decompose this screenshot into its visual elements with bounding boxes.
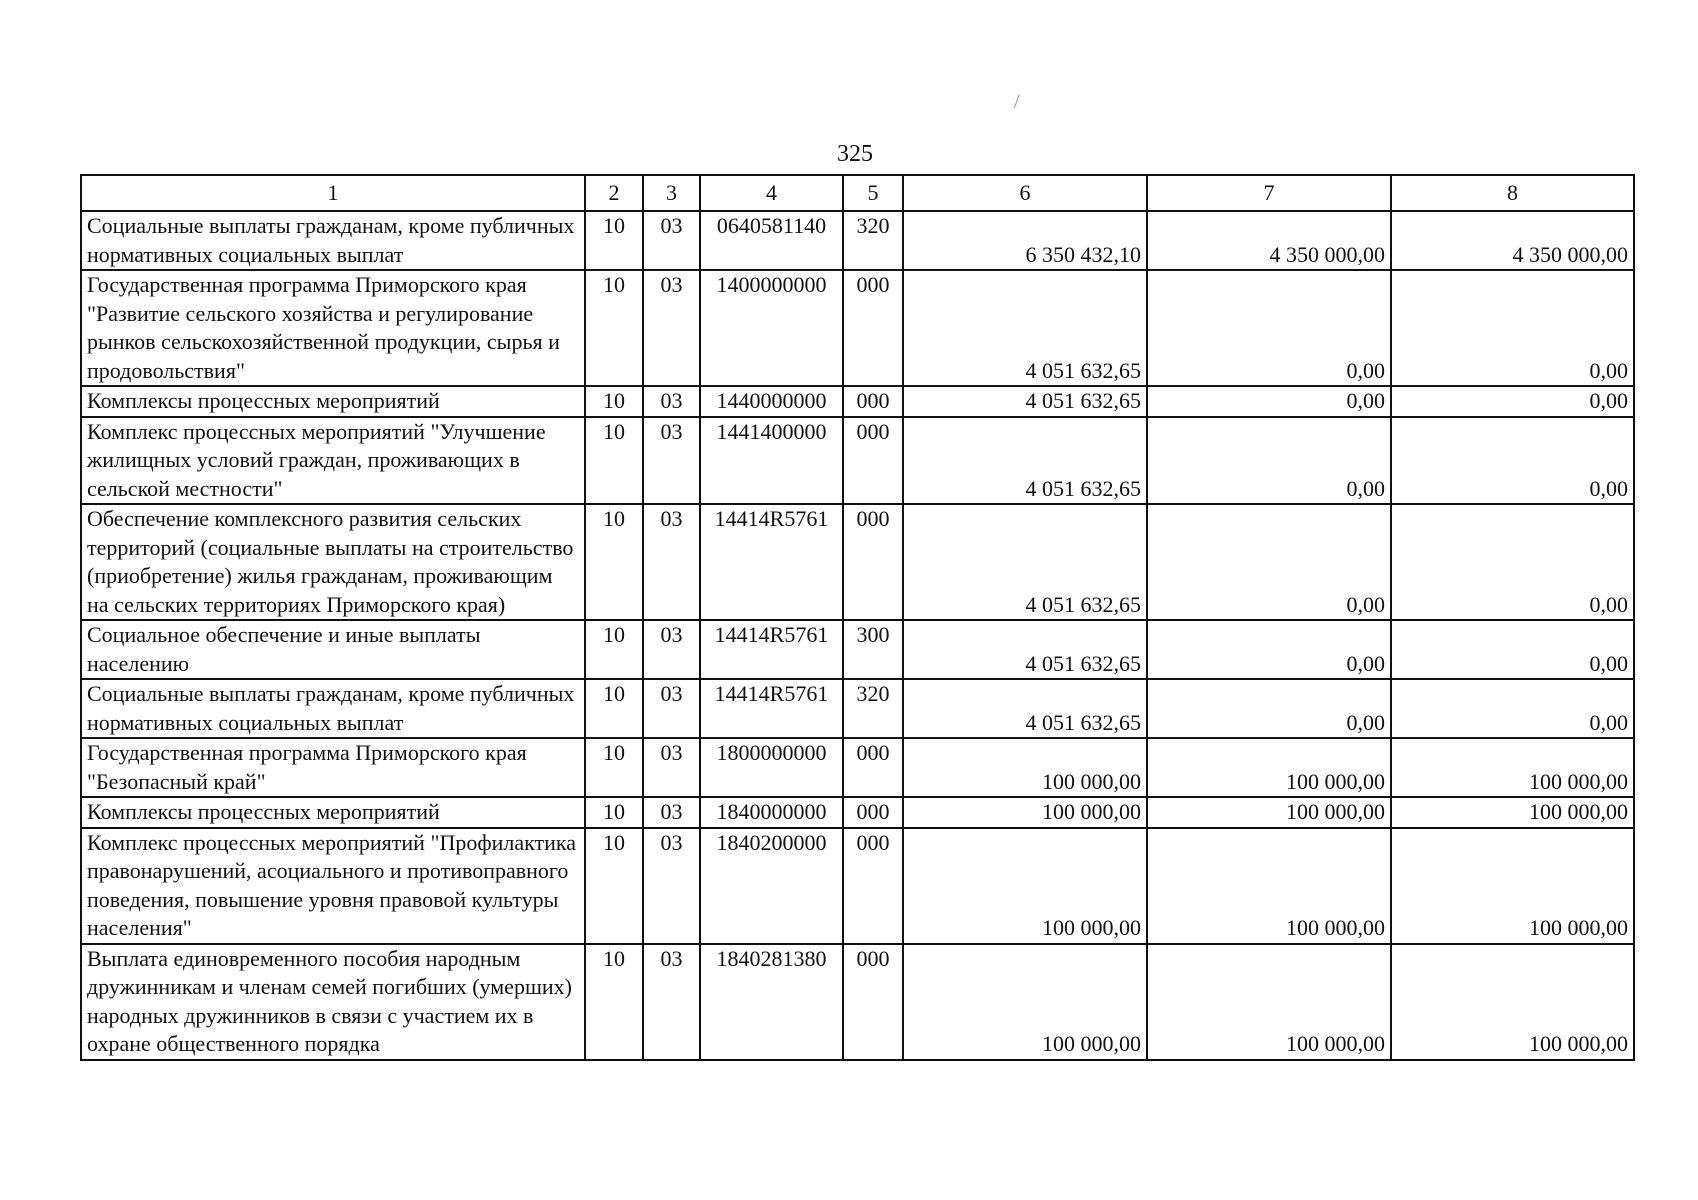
- row-kind-code: 000: [843, 797, 903, 828]
- row-subsection: 03: [643, 504, 700, 620]
- row-amount-6: 100 000,00: [903, 738, 1147, 797]
- row-amount-7: 0,00: [1147, 679, 1391, 738]
- table-row: [81, 797, 1634, 828]
- row-target-code: 1441400000: [700, 417, 843, 505]
- row-amount-6: 100 000,00: [903, 944, 1147, 1060]
- row-subsection: 03: [643, 679, 700, 738]
- table-row: [81, 738, 1634, 797]
- row-name: Социальное обеспечение и иные выплаты населению: [81, 620, 585, 679]
- header-row: [81, 175, 1634, 211]
- row-subsection: 03: [643, 417, 700, 505]
- row-amount-7: 100 000,00: [1147, 944, 1391, 1060]
- row-amount-8: 100 000,00: [1391, 828, 1634, 944]
- row-section: 10: [585, 797, 643, 828]
- row-amount-7: 100 000,00: [1147, 738, 1391, 797]
- header-cell-3: 3: [643, 175, 700, 211]
- table-row: [81, 620, 1634, 679]
- row-name: Государственная программа Приморского края "Безопасный край": [81, 738, 585, 797]
- row-section: 10: [585, 828, 643, 944]
- row-amount-6: 4 051 632,65: [903, 504, 1147, 620]
- row-amount-6: 4 051 632,65: [903, 270, 1147, 386]
- row-amount-7: 0,00: [1147, 386, 1391, 417]
- row-name: Комплексы процессных мероприятий: [81, 797, 585, 828]
- table-row: [81, 944, 1634, 1060]
- row-amount-6: 4 051 632,65: [903, 620, 1147, 679]
- row-target-code: 14414R5761: [700, 679, 843, 738]
- header-cell-6: 6: [903, 175, 1147, 211]
- row-target-code: 1840000000: [700, 797, 843, 828]
- row-subsection: 03: [643, 270, 700, 386]
- row-amount-8: 100 000,00: [1391, 797, 1634, 828]
- row-section: 10: [585, 270, 643, 386]
- table-row: [81, 828, 1634, 944]
- row-amount-7: 4 350 000,00: [1147, 211, 1391, 270]
- row-target-code: 14414R5761: [700, 620, 843, 679]
- row-amount-7: 0,00: [1147, 504, 1391, 620]
- row-amount-6: 6 350 432,10: [903, 211, 1147, 270]
- row-amount-7: 100 000,00: [1147, 828, 1391, 944]
- row-section: 10: [585, 504, 643, 620]
- header-cell-8: 8: [1391, 175, 1634, 211]
- row-amount-7: 0,00: [1147, 417, 1391, 505]
- header-cell-7: 7: [1147, 175, 1391, 211]
- row-amount-8: 0,00: [1391, 417, 1634, 505]
- budget-table: [80, 174, 1635, 1061]
- row-section: 10: [585, 417, 643, 505]
- row-target-code: 14414R5761: [700, 504, 843, 620]
- row-amount-6: 4 051 632,65: [903, 679, 1147, 738]
- row-target-code: 1840281380: [700, 944, 843, 1060]
- row-amount-8: 0,00: [1391, 620, 1634, 679]
- row-amount-8: 0,00: [1391, 504, 1634, 620]
- row-target-code: 1400000000: [700, 270, 843, 386]
- row-kind-code: 320: [843, 679, 903, 738]
- header-cell-5: 5: [843, 175, 903, 211]
- row-amount-6: 100 000,00: [903, 797, 1147, 828]
- row-target-code: 1840200000: [700, 828, 843, 944]
- row-subsection: 03: [643, 620, 700, 679]
- row-amount-6: 4 051 632,65: [903, 386, 1147, 417]
- row-kind-code: 000: [843, 944, 903, 1060]
- table-row: [81, 386, 1634, 417]
- scan-mark: [1014, 95, 1029, 112]
- row-name: Комплекс процессных мероприятий "Улучшение жилищных условий граждан, проживающих в сельской местности": [81, 417, 585, 505]
- header-cell-2: 2: [585, 175, 643, 211]
- row-amount-7: 0,00: [1147, 620, 1391, 679]
- row-section: 10: [585, 211, 643, 270]
- row-target-code: 0640581140: [700, 211, 843, 270]
- row-section: 10: [585, 386, 643, 417]
- row-section: 10: [585, 944, 643, 1060]
- table-row: [81, 504, 1634, 620]
- header-cell-4: 4: [700, 175, 843, 211]
- row-target-code: 1800000000: [700, 738, 843, 797]
- row-kind-code: 000: [843, 270, 903, 386]
- row-target-code: 1440000000: [700, 386, 843, 417]
- row-amount-8: 0,00: [1391, 270, 1634, 386]
- table-row: [81, 417, 1634, 505]
- row-amount-8: 0,00: [1391, 386, 1634, 417]
- row-subsection: 03: [643, 211, 700, 270]
- row-subsection: 03: [643, 797, 700, 828]
- row-amount-7: 100 000,00: [1147, 797, 1391, 828]
- table-row: [81, 211, 1634, 270]
- row-amount-8: 100 000,00: [1391, 738, 1634, 797]
- row-name: Обеспечение комплексного развития сельских территорий (социальные выплаты на строительство (приобретение) жилья гражданам, проживающим на сельских территориях Приморского края): [81, 504, 585, 620]
- row-subsection: 03: [643, 828, 700, 944]
- row-kind-code: 320: [843, 211, 903, 270]
- row-kind-code: 000: [843, 386, 903, 417]
- row-amount-8: 0,00: [1391, 679, 1634, 738]
- row-kind-code: 000: [843, 417, 903, 505]
- row-kind-code: 000: [843, 738, 903, 797]
- row-name: Государственная программа Приморского края "Развитие сельского хозяйства и регулирование рынков сельскохозяйственной продукции, сырья и продовольствия": [81, 270, 585, 386]
- row-subsection: 03: [643, 944, 700, 1060]
- row-subsection: 03: [643, 386, 700, 417]
- row-amount-8: 100 000,00: [1391, 944, 1634, 1060]
- row-name: Социальные выплаты гражданам, кроме публичных нормативных социальных выплат: [81, 211, 585, 270]
- row-section: 10: [585, 738, 643, 797]
- row-kind-code: 300: [843, 620, 903, 679]
- row-amount-6: 100 000,00: [903, 828, 1147, 944]
- row-name: Комплекс процессных мероприятий "Профилактика правонарушений, асоциального и противоправного поведения, повышение уровня правовой культуры населения": [81, 828, 585, 944]
- row-amount-8: 4 350 000,00: [1391, 211, 1634, 270]
- row-subsection: 03: [643, 738, 700, 797]
- header-cell-1: 1: [81, 175, 585, 211]
- row-amount-7: 0,00: [1147, 270, 1391, 386]
- row-amount-6: 4 051 632,65: [903, 417, 1147, 505]
- row-kind-code: 000: [843, 828, 903, 944]
- row-kind-code: 000: [843, 504, 903, 620]
- row-name: Выплата единовременного пособия народным дружинникам и членам семей погибших (умерших) народных дружинников в связи с участием их в охране общественного порядка: [81, 944, 585, 1060]
- table-row: [81, 270, 1634, 386]
- row-section: 10: [585, 620, 643, 679]
- table-row: [81, 679, 1634, 738]
- row-name: Социальные выплаты гражданам, кроме публичных нормативных социальных выплат: [81, 679, 585, 738]
- page-number: 325: [837, 141, 873, 167]
- row-section: 10: [585, 679, 643, 738]
- row-name: Комплексы процессных мероприятий: [81, 386, 585, 417]
